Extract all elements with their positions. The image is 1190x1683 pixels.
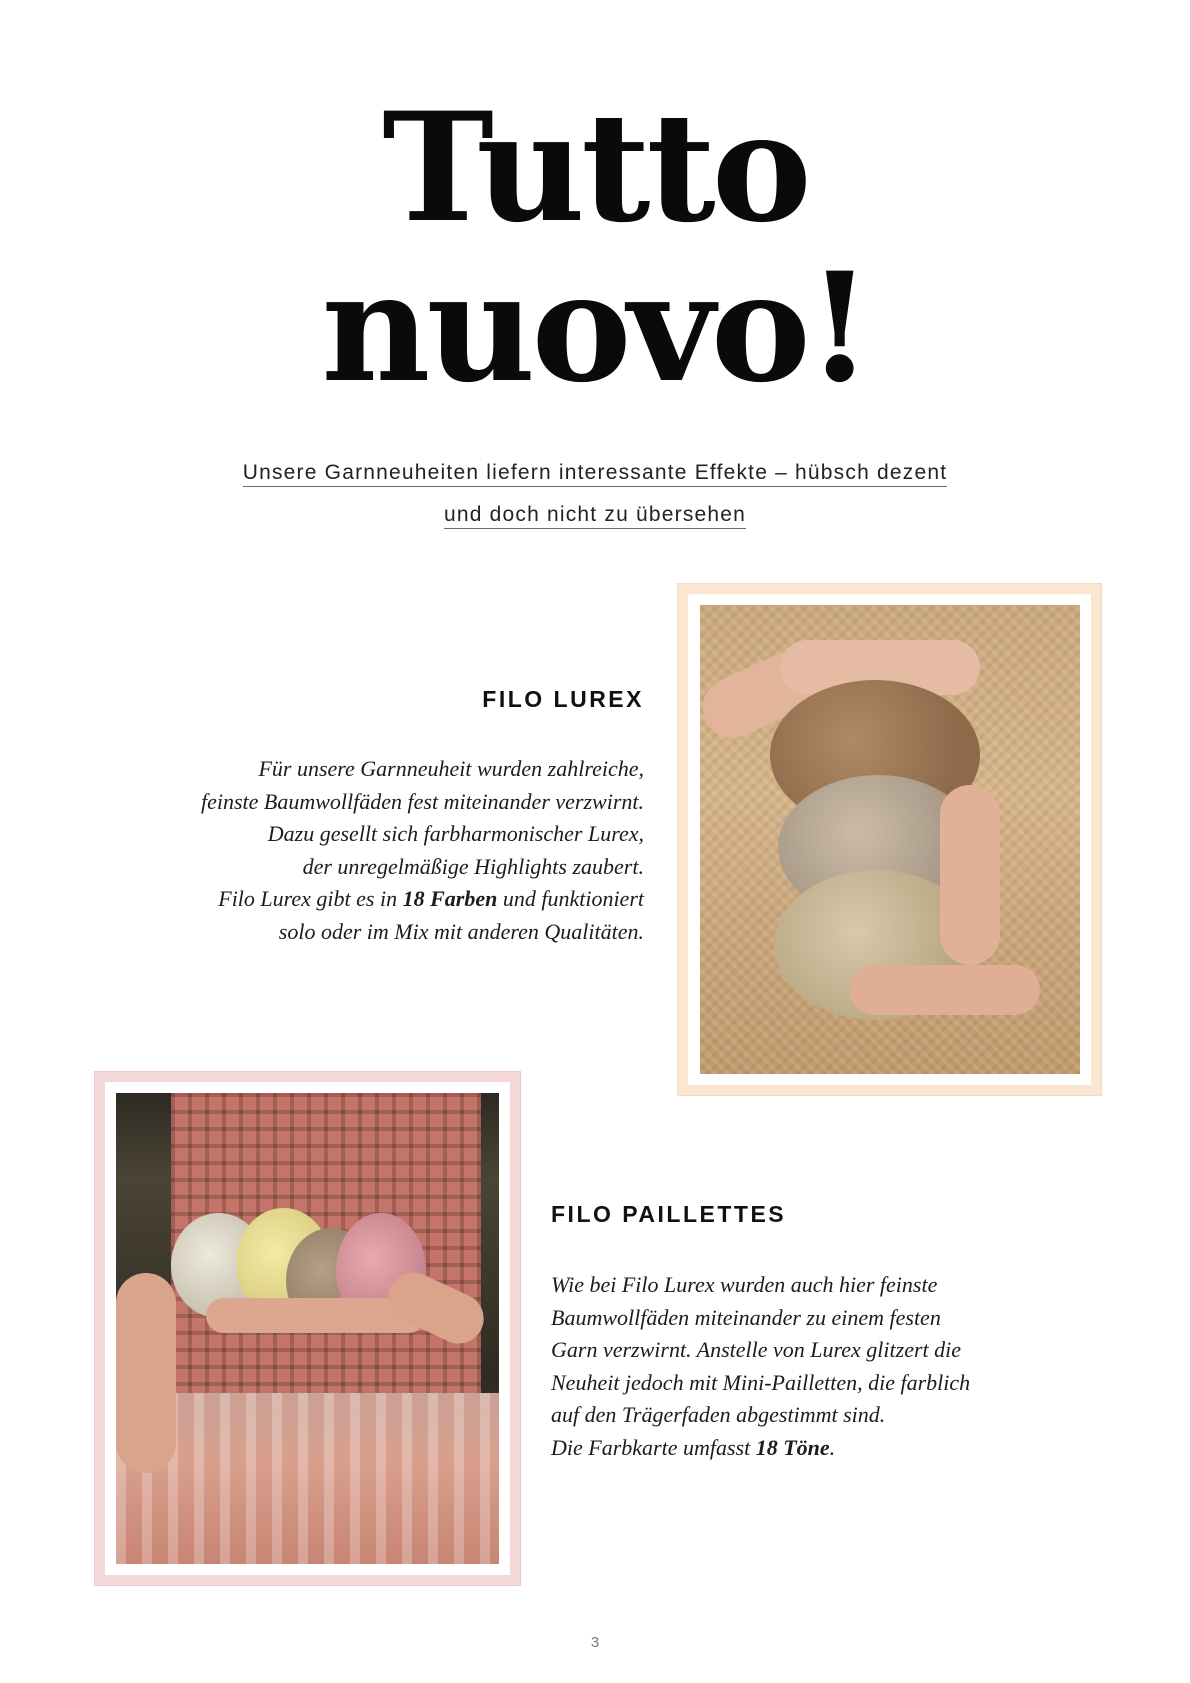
text-line: solo oder im Mix mit anderen Qualitäten. xyxy=(278,918,644,944)
text-line: Für unsere Garnneuheit wurden zahlreiche, xyxy=(258,756,644,781)
filo-lurex-heading: FILO LUREX xyxy=(482,686,644,712)
filo-paillettes-heading: FILO PAILLETTES xyxy=(551,1201,787,1227)
text-fragment: . xyxy=(829,1434,836,1460)
subtitle-line-1: Unsere Garnneuheiten liefern interessante Effekte – hübsch dezent xyxy=(243,460,948,487)
title-line-2: nuovo! xyxy=(321,240,869,416)
filo-paillettes-text xyxy=(551,1269,970,1464)
page-number: 3 xyxy=(590,1634,600,1651)
text-line xyxy=(201,883,644,916)
text-fragment: und funktioniert xyxy=(497,886,644,911)
title-line-1: Tutto xyxy=(382,80,808,256)
filo-paillettes-photo xyxy=(116,1093,499,1564)
tones-count: 18 Töne xyxy=(755,1434,830,1460)
subtitle-line-2: und doch nicht zu übersehen xyxy=(444,502,746,529)
text-fragment: Filo Lurex gibt es in xyxy=(218,886,403,911)
filo-lurex-photo xyxy=(700,605,1080,1074)
text-line: Baumwollfäden miteinander zu einem festen xyxy=(551,1304,941,1330)
filo-lurex-text xyxy=(201,753,644,948)
text-line: feinste Baumwollfäden fest miteinander verzwirnt. xyxy=(200,788,644,814)
text-line: auf den Trägerfaden abgestimmt sind. xyxy=(551,1402,886,1427)
text-line: der unregelmäßige Highlights zaubert. xyxy=(302,853,644,879)
text-line: Dazu gesellt sich farbharmonischer Lurex, xyxy=(267,821,644,846)
page-title xyxy=(0,80,1190,416)
colors-count: 18 Farben xyxy=(402,886,498,911)
text-line: Garn verzwirnt. Anstelle von Lurex glitzert die xyxy=(551,1337,962,1362)
subtitle xyxy=(0,454,1190,538)
text-line: Wie bei Filo Lurex wurden auch hier feinste xyxy=(551,1272,938,1297)
text-fragment: Die Farbkarte umfasst xyxy=(551,1434,756,1460)
text-line xyxy=(551,1432,970,1465)
text-line: Neuheit jedoch mit Mini-Pailletten, die farblich xyxy=(551,1369,971,1395)
